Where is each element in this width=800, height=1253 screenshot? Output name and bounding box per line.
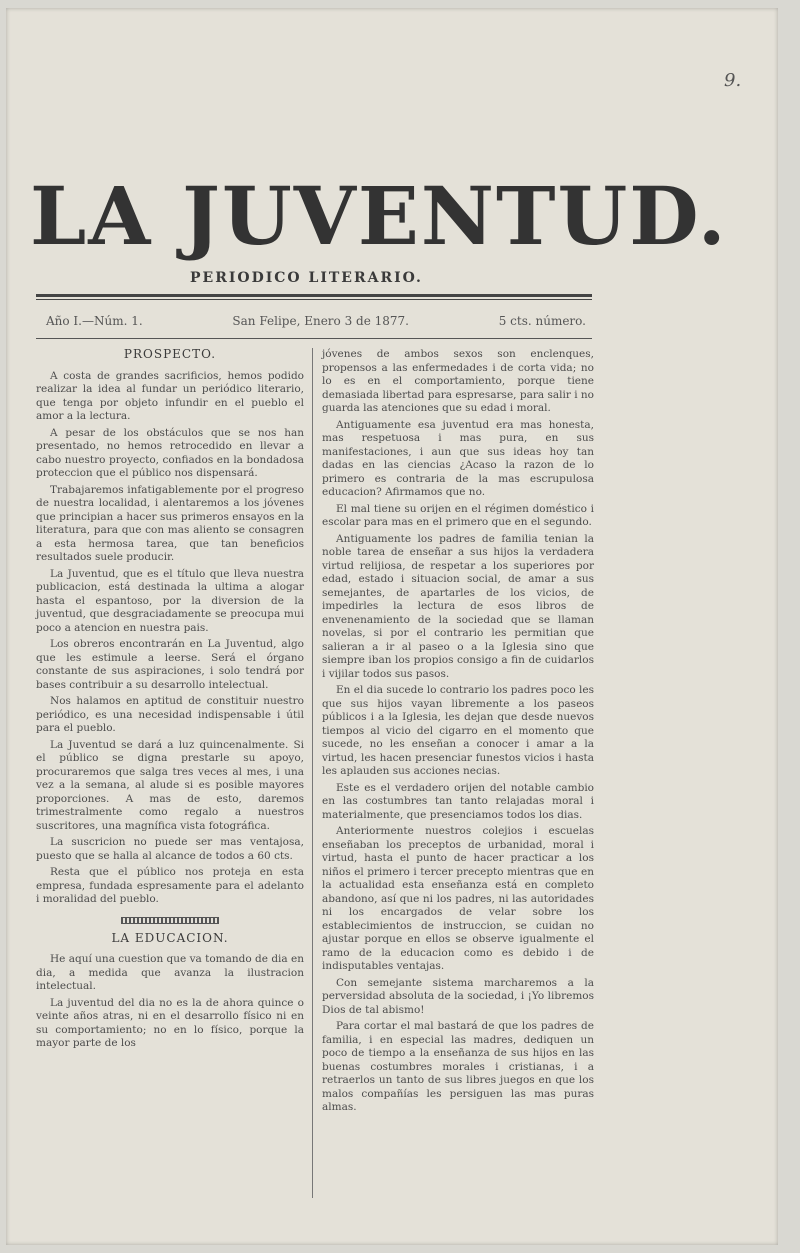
paragraph: A costa de grandes sacrificios, hemos podido realizar la idea al fundar un periódico literario, que tenga por objeto infundir en el pueblo el amor a la lectura. (36, 369, 304, 422)
paragraph: La suscricion no puede ser mas ventajosa, puesto que se halla al alcance de todos a 60 cts. (36, 836, 304, 862)
section-heading-prospecto: PROSPECTO. (123, 347, 217, 361)
paragraph: En el dia sucede lo contrario los padres poco les que sus hijos vayan libremente a los paseos públicos i a la Iglesia, les dejan que desde nuevos tiempos al vicio del cigarro en el momento que sucede, no les enseñan a conocer i amar a la virtud, les hacen presenciar funestos vicios i hasta les aplauden sus acciones necias. (322, 684, 594, 777)
masthead-subtitle: PERIODICO LITERARIO. (190, 270, 423, 286)
paragraph: Con semejante sistema marcharemos a la perversidad absoluta de la sociedad, i ¡Yo libremos Dios de tal abismo! (322, 976, 594, 1016)
issue-date: San Felipe, Enero 3 de 1877. (232, 314, 409, 328)
paragraph: Antiguamente esa juventud era mas honesta, mas respetuosa i mas pura, en sus manifestaciones, i aun que sus ideas hoy tan dadas en las ciencias ¿Acaso la razon de lo primero es contraria de la mas escrupulosa educacion? Afirmamos que no. (322, 418, 594, 498)
paragraph: Para cortar el mal bastará de que los padres de familia, i en especial las madres, dediquen un poco de tiempo a la enseñanza de sus hijos en las buenas costumbres morales i cristianas, i a retraerlos un tanto de sus libres juegos en que los malos compañías les persiguen las mas puras almas. (322, 1020, 594, 1113)
paragraph: He aquí una cuestion que va tomando de dia en dia, a medida que avanza la ilustracion intelectual. (36, 953, 304, 992)
paragraph: Anteriormente nuestros colejios i escuelas enseñaban los preceptos de urbanidad, moral i virtud, hasta el punto de hacer practicar a los niños el primero i tercer precepto mientras que en la actualidad esta enseñanza está en completo abandono, así que ni los padres, ni las autoridades ni los encargados de velar sobre los establecimientos de instruccion, se cuidan no ajustar porque en ellos se observe igualmente el ramo de la educacion como es debido i de indisputables ventajas. (322, 825, 594, 972)
paragraph: Este es el verdadero orijen del notable cambio en las costumbres tan tanto relajadas moral i materialmente, que presenciamos todos los dias. (322, 781, 594, 821)
dateline (46, 314, 586, 328)
dateline-rule (36, 338, 592, 339)
paragraph: Trabajaremos infatigablemente por el progreso de nuestra localidad, i alentaremos a los jóvenes que principian a hacer sus primeros ensayos en la literatura, para que con mas aliento se consagren a esta hermosa tarea, que tan beneficios resultados suele producir. (36, 483, 304, 563)
issue-price: 5 cts. número. (498, 314, 586, 328)
issue-number: Año I.—Núm. 1. (46, 314, 143, 328)
section-heading-educacion: LA EDUCACION. (111, 930, 229, 945)
paragraph: El mal tiene su orijen en el régimen doméstico i escolar para mas en el primero que en el segundo. (322, 502, 594, 528)
paragraph: La Juventud se dará a luz quincenalmente. Si el público se digna prestarle su apoyo, procuraremos que salga tres veces al mes, i una vez a la semana, al alude si es posible mayores proporciones. A mas de esto, daremos trimestralmente como regalo a nuestros suscritores, una magnífica vista fotográfica. (36, 738, 304, 832)
newspaper-page (6, 8, 778, 1245)
paragraph: Nos halamos en aptitud de constituir nuestro periódico, es una necesidad indispensable i útil para el pueblo. (36, 695, 304, 734)
paragraph: La juventud del dia no es la de ahora quince o veinte años atras, ni en el desarrollo físico ni en su comportamiento; no en lo físico, porque la mayor parte de los (36, 996, 304, 1049)
section-ornament (121, 917, 219, 924)
left-column (36, 348, 304, 1054)
masthead-rule (36, 294, 592, 300)
page-number: 9. (724, 70, 742, 91)
column-divider (312, 348, 313, 1198)
paragraph: Resta que el público nos proteja en esta empresa, fundada espresamente para el adelanto i moralidad del pueblo. (36, 866, 304, 905)
paragraph: La Juventud, que es el título que lleva nuestra publicacion, está destinada la ultima a alogar hasta el espantoso, por la diversion de la juventud, que desgraciadamente se preocupa mui poco a atencion en nuestra pais. (36, 567, 304, 634)
right-column (322, 348, 594, 1118)
paragraph: jóvenes de ambos sexos son enclenques, propensos a las enfermedades i de corta vida; no lo es en el comportamiento, porque tiene demasiada libertad para espresarse, para salir i no guarda las atenciones que su edad i moral. (322, 348, 594, 414)
paragraph: A pesar de los obstáculos que se nos han presentado, no hemos retrocedido en llevar a cabo nuestro proyecto, confiados en la bondadosa proteccion que el público nos dispensará. (36, 426, 304, 479)
masthead-title: LA JUVENTUD. (30, 169, 728, 263)
paragraph: Antiguamente los padres de familia tenian la noble tarea de enseñar a sus hijos la verdadera virtud relijiosa, de respetar a los superiores por edad, estado i situacion social, de amar a sus semejantes, de apartarles de los vicios, de impedirles la lectura de esos libros de envenenamiento de la sociedad que se llaman novelas, si por el contrario les permitian que salieran a ir al paseo o a la Iglesia sino que siempre iban los propios consigo a fin de cuidarlos i vijilar todos sus pasos. (322, 532, 594, 680)
paragraph: Los obreros encontrarán en La Juventud, algo que les estimule a leerse. Será el órgano constante de sus aspiraciones, i solo tendrá por bases contribuir a su desarrollo intelectual. (36, 638, 304, 691)
